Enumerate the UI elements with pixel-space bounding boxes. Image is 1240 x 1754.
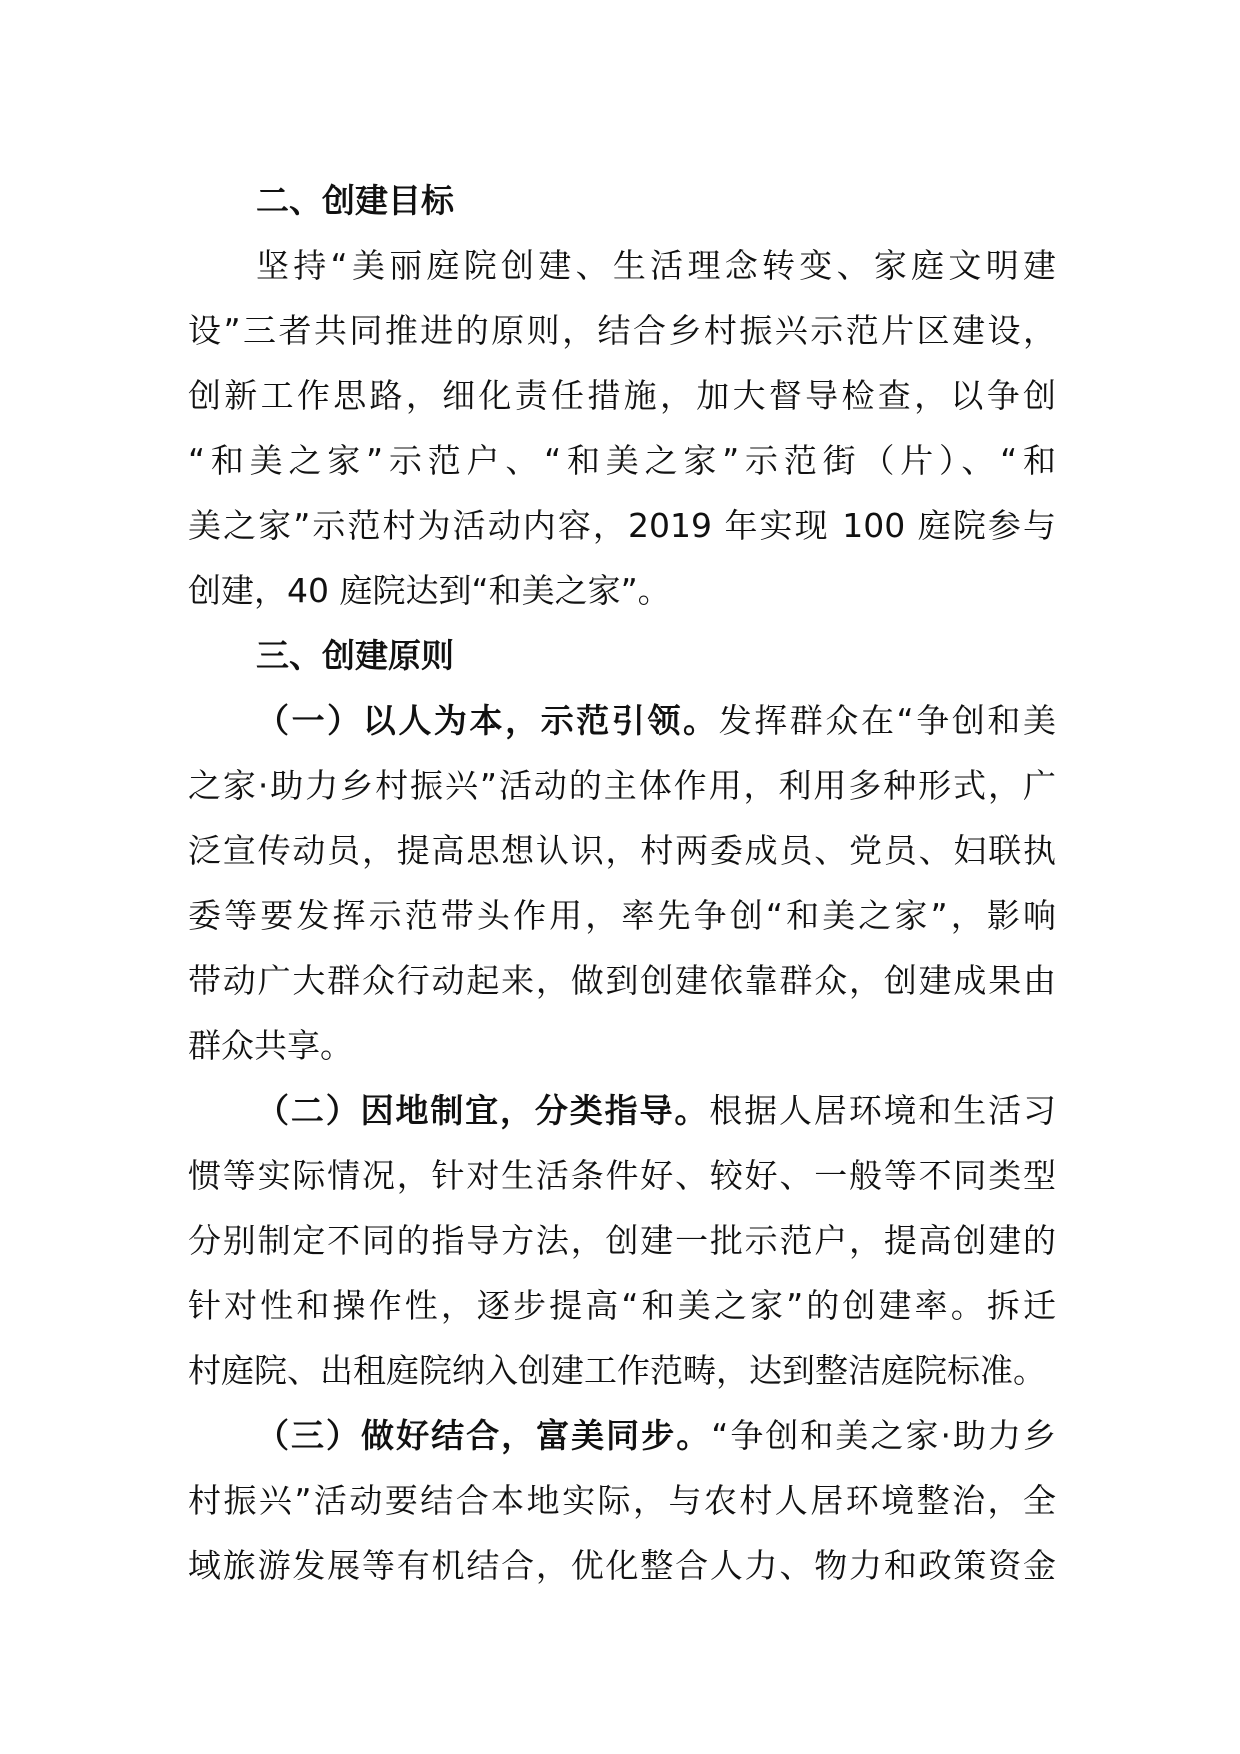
paragraph-line: 域旅游发展等有机结合，优化整合人力、物力和政策资金 xyxy=(188,1546,1056,1585)
principle-title: （二）因地制宜，分类指导。 xyxy=(256,1091,710,1130)
paragraph-line: 带动广大群众行动起来，做到创建依靠群众，创建成果由 xyxy=(188,961,1056,1000)
paragraph-line: 群众共享。 xyxy=(188,1026,353,1065)
principle-paragraph-2 xyxy=(188,1078,1056,1403)
paragraph-line: “和美之家”示范户、“和美之家”示范街（片）、“和 xyxy=(188,441,1056,480)
principle-paragraph-3 xyxy=(188,1403,1056,1598)
paragraph-line: 分别制定不同的指导方法，创建一批示范户，提高创建的 xyxy=(188,1221,1056,1260)
paragraph-line: 坚持“美丽庭院创建、生活理念转变、家庭文明建 xyxy=(256,246,1056,285)
goals-paragraph xyxy=(188,233,1056,623)
paragraph-line: 之家·助力乡村振兴”活动的主体作用，利用多种形式，广 xyxy=(188,766,1056,805)
paragraph-line: 设”三者共同推进的原则，结合乡村振兴示范片区建设， xyxy=(188,311,1056,350)
paragraph-line: 委等要发挥示范带头作用，率先争创“和美之家”，影响 xyxy=(188,896,1056,935)
paragraph-line: 美之家”示范村为活动内容，2019 年实现 100 庭院参与 xyxy=(188,506,1056,545)
paragraph-line: 泛宣传动员，提高思想认识，村两委成员、党员、妇联执 xyxy=(188,831,1056,870)
principle-paragraph-1 xyxy=(188,688,1056,1078)
paragraph-text: “争创和美之家·助力乡 xyxy=(711,1416,1056,1455)
section-heading-principles: 三、创建原则 xyxy=(256,636,454,675)
paragraph-line xyxy=(188,688,1056,753)
paragraph-text: 根据人居环境和生活习 xyxy=(709,1091,1057,1130)
paragraph-line xyxy=(188,1078,1056,1143)
paragraph-text: 发挥群众在“争创和美 xyxy=(718,701,1056,740)
paragraph-line: 惯等实际情况，针对生活条件好、较好、一般等不同类型 xyxy=(188,1156,1056,1195)
paragraph-line: 创新工作思路，细化责任措施，加大督导检查，以争创 xyxy=(188,376,1056,415)
paragraph-line: 创建，40 庭院达到“和美之家”。 xyxy=(188,571,671,610)
section-heading-goals: 二、创建目标 xyxy=(256,181,454,220)
paragraph-line: 村振兴”活动要结合本地实际，与农村人居环境整治，全 xyxy=(188,1481,1056,1520)
principle-title: （三）做好结合，富美同步。 xyxy=(256,1416,712,1455)
document-body xyxy=(188,168,1056,1598)
paragraph-line xyxy=(188,1403,1056,1468)
principle-title: （一）以人为本，示范引领。 xyxy=(256,701,719,740)
paragraph-line: 针对性和操作性，逐步提高“和美之家”的创建率。拆迁 xyxy=(188,1286,1056,1325)
paragraph-line: 村庭院、出租庭院纳入创建工作范畴，达到整洁庭院标准。 xyxy=(188,1351,1046,1390)
